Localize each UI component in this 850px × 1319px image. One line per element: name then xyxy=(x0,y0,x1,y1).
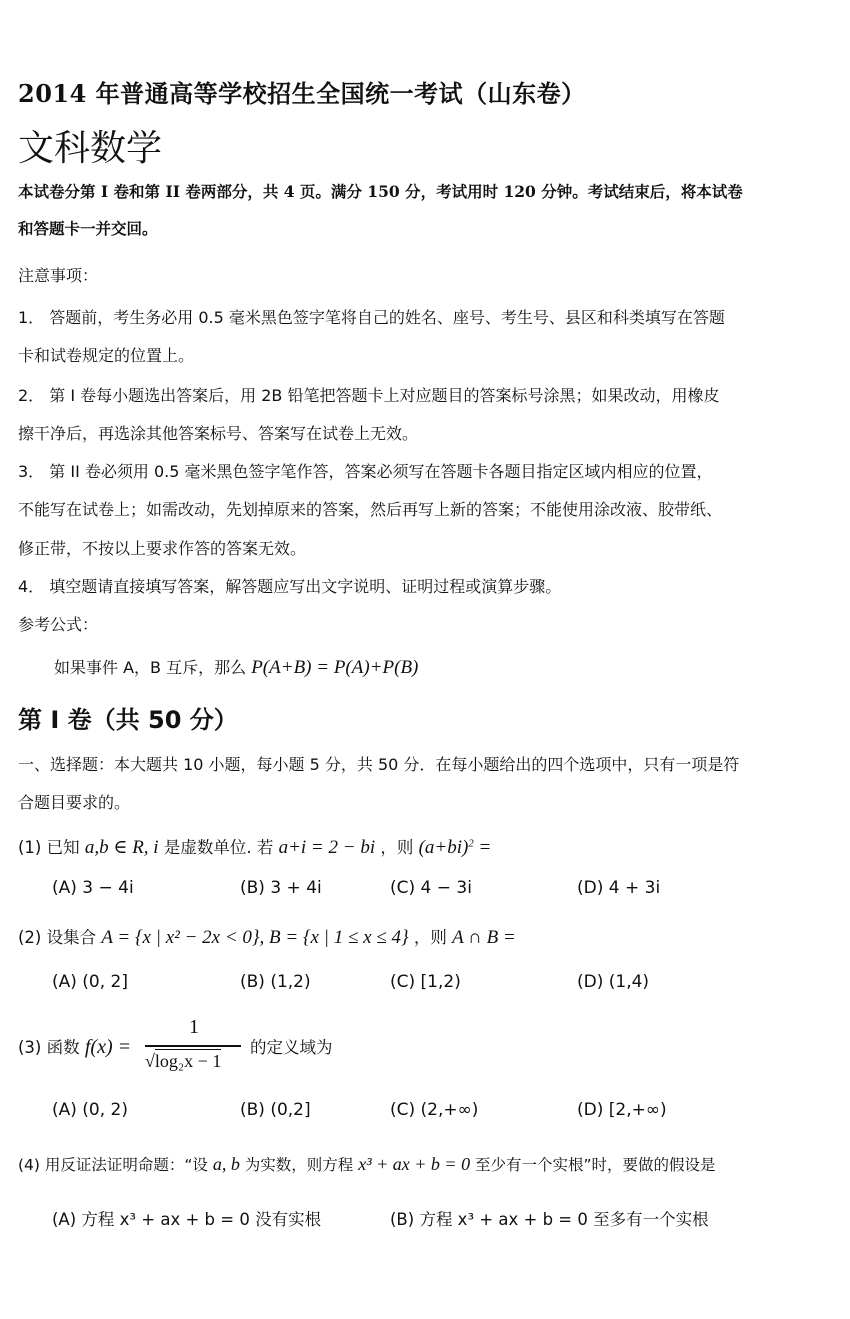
note-3-line-1: 3． 第 II 卷必须用 0.5 毫米黑色签字笔作答，答案必须写在答题卡各题目指定区域内相应的位置， xyxy=(18,462,713,481)
q2-math-2: A ∩ B = xyxy=(452,927,516,948)
sqrt-icon: √ xyxy=(145,1051,155,1071)
q1-text-c: ，则 xyxy=(380,838,414,857)
q2-text-b: ，则 xyxy=(413,928,447,947)
q2-option-c: (C) [1,2) xyxy=(390,972,461,992)
note-2-line-2: 擦干净后，再选涂其他答案标号、答案写在试卷上无效。 xyxy=(18,424,419,443)
q3-denominator xyxy=(145,1049,221,1072)
q3-option-d: (D) [2,+∞) xyxy=(577,1100,667,1120)
subject-title: 文科数学 xyxy=(18,128,163,169)
formula-line xyxy=(54,655,418,679)
note-4-line-1: 4． 填空题请直接填写答案，解答题应写出文字说明、证明过程或演算步骤。 xyxy=(18,577,562,596)
note-3-line-2: 不能写在试卷上；如需改动，先划掉原来的答案，然后再写上新的答案；不能使用涂改液、胶带纸、 xyxy=(18,500,723,519)
intro-line-1: 本试卷分第 I 卷和第 II 卷两部分，共 4 页。满分 150 分，考试用时 120 分钟。考试结束后，将本试卷 xyxy=(18,182,743,201)
q3-fraction xyxy=(145,1016,249,1076)
q3-numerator: 1 xyxy=(189,1016,199,1038)
question-4-stem xyxy=(18,1153,716,1175)
formula-prefix: 如果事件 A，B 互斥，那么 xyxy=(54,658,247,677)
q2-math-1: A = {x | x² − 2x < 0}, B = {x | 1 ≤ x ≤ 4} xyxy=(101,927,409,948)
q1-option-c: (C) 4 − 3i xyxy=(390,878,472,898)
q4-option-b: (B) 方程 x³ + ax + b = 0 至多有一个实根 xyxy=(390,1210,709,1229)
q2-text-a: (2) 设集合 xyxy=(18,928,97,947)
q3-option-a: (A) (0, 2) xyxy=(52,1100,129,1120)
q3-text-a: (3) 函数 xyxy=(18,1038,80,1057)
section-desc-line-2: 合题目要求的。 xyxy=(18,793,131,812)
intro-line-2: 和答题卡一并交回。 xyxy=(18,219,158,238)
q4-text-a: (4) 用反证法证明命题：“设 xyxy=(18,1156,208,1174)
q3-option-b: (B) (0,2] xyxy=(240,1100,311,1120)
q3-text-b: 的定义域为 xyxy=(250,1038,333,1057)
q4-option-a: (A) 方程 x³ + ax + b = 0 没有实根 xyxy=(52,1210,322,1229)
note-1-line-1: 1． 答题前，考生务必用 0.5 毫米黑色签字笔将自己的姓名、座号、考生号、县区和科类填写在答题 xyxy=(18,308,725,327)
question-3-stem-a xyxy=(18,1034,131,1059)
q1-math-1: a,b ∈ R, i xyxy=(84,837,159,858)
formula-expression: P(A+B) = P(A)+P(B) xyxy=(251,657,419,678)
q1-option-a: (A) 3 − 4i xyxy=(52,878,134,898)
exam-title: 2014 年普通高等学校招生全国统一考试（山东卷） xyxy=(18,79,586,108)
q1-tail: = xyxy=(473,837,492,858)
note-2-line-1: 2． 第 I 卷每小题选出答案后，用 2B 铅笔把答题卡上对应题目的答案标号涂黑；如果改动，用橡皮 xyxy=(18,386,720,405)
note-3-line-3: 修正带，不按以上要求作答的答案无效。 xyxy=(18,539,307,558)
section-desc-line-1: 一、选择题：本大题共 10 小题，每小题 5 分，共 50 分．在每小题给出的四个选项中，只有一项是符 xyxy=(18,755,740,774)
q1-math-2: a+i = 2 − bi xyxy=(278,837,376,858)
q1-option-b: (B) 3 + 4i xyxy=(240,878,322,898)
q1-option-d: (D) 4 + 3i xyxy=(577,878,661,898)
question-1-stem xyxy=(18,834,491,859)
q4-math-2: x³ + ax + b = 0 xyxy=(358,1154,471,1174)
q1-math-3: (a+bi) xyxy=(418,837,469,858)
formula-heading: 参考公式： xyxy=(18,615,99,634)
q3-option-c: (C) (2,+∞) xyxy=(390,1100,479,1120)
q3-fraction-bar xyxy=(145,1045,241,1047)
q3-radicand: log₂x − 1 xyxy=(154,1051,222,1071)
q2-option-a: (A) (0, 2] xyxy=(52,972,129,992)
q4-text-b: 为实数，则方程 xyxy=(244,1156,354,1174)
q3-math-1: f(x) = xyxy=(84,1036,132,1058)
q4-text-c: 至少有一个实根”时，要做的假设是 xyxy=(475,1156,716,1174)
question-2-stem xyxy=(18,924,516,949)
q4-math-1: a, b xyxy=(212,1154,240,1174)
q2-option-d: (D) (1,4) xyxy=(577,972,650,992)
q1-text-a: (1) 已知 xyxy=(18,838,80,857)
note-1-line-2: 卡和试卷规定的位置上。 xyxy=(18,346,195,365)
section-title: 第 I 卷（共 50 分） xyxy=(18,706,238,734)
q1-superscript: 2 xyxy=(468,837,474,850)
q1-text-b: 是虚数单位. 若 xyxy=(163,838,274,857)
q2-option-b: (B) (1,2) xyxy=(240,972,311,992)
notes-heading: 注意事项： xyxy=(18,266,99,285)
